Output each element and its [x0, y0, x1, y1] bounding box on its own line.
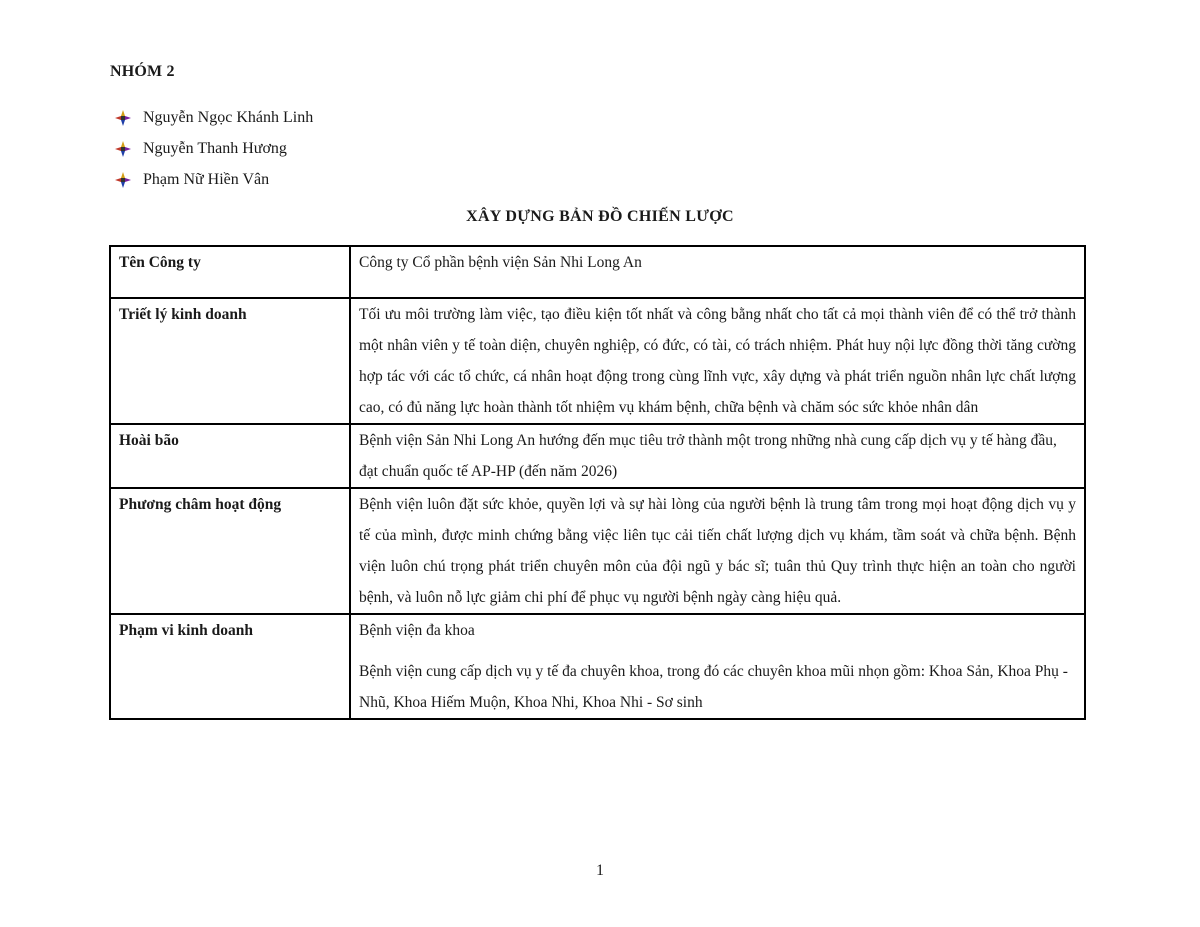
four-color-arrow-bullet-icon [114, 109, 132, 127]
member-list [114, 102, 313, 195]
member-name: Nguyễn Thanh Hương [143, 139, 287, 157]
page-number: 1 [596, 862, 604, 879]
group-title: NHÓM 2 [110, 63, 175, 80]
four-color-arrow-bullet-icon [114, 171, 132, 189]
document-title: XÂY DỰNG BẢN ĐỒ CHIẾN LƯỢC [466, 208, 734, 225]
member-item [114, 133, 313, 164]
row-content: Tối ưu môi trường làm việc, tạo điều kiện tốt nhất và công bằng nhất cho tất cả mọi thành viên để có thể trở thành một nhân viên y tế toàn diện, chuyên nghiệp, có đức, có tài, có trách nhiệm. Phát huy nội lực đồng thời tăng cường hợp tác với các tổ chức, cá nhân hoạt động trong cùng lĩnh vực, xây dựng và phát triển nguồn nhân lực chất lượng cao, có đủ năng lực hoàn thành tốt nhiệm vụ khám bệnh, chữa bệnh và chăm sóc sức khỏe nhân dân [350, 298, 1085, 424]
four-color-arrow-bullet-icon [114, 140, 132, 158]
strategy-table [109, 245, 1086, 720]
member-item [114, 164, 313, 195]
table-row-business-scope [110, 614, 1085, 719]
member-item [114, 102, 313, 133]
member-name: Phạm Nữ Hiền Vân [143, 170, 270, 188]
row-content: Bệnh viện Sản Nhi Long An hướng đến mục tiêu trở thành một trong những nhà cung cấp dịch vụ y tế hàng đầu, đạt chuẩn quốc tế AP-HP (đến năm 2026) [350, 424, 1085, 488]
member-name: Nguyễn Ngọc Khánh Linh [143, 108, 314, 126]
table-row-business-philosophy [110, 298, 1085, 424]
scope-summary: Bệnh viện đa khoa [359, 622, 475, 639]
row-content: Công ty Cổ phần bệnh viện Sản Nhi Long An [350, 246, 1085, 298]
row-label: Phạm vi kinh doanh [110, 614, 350, 719]
scope-description: Bệnh viện cung cấp dịch vụ y tế đa chuyên khoa, trong đó các chuyên khoa mũi nhọn gồm: Khoa Sản, Khoa Phụ - Nhũ, Khoa Hiếm Muộn, Khoa Nhi, Khoa Nhi - Sơ sinh [359, 663, 1068, 711]
row-content [350, 614, 1085, 719]
row-label: Phương châm hoạt động [110, 488, 350, 614]
table-row-operating-motto [110, 488, 1085, 614]
table-row-company-name [110, 246, 1085, 298]
row-content: Bệnh viện luôn đặt sức khỏe, quyền lợi và sự hài lòng của người bệnh là trung tâm trong mọi hoạt động dịch vụ y tế của mình, được minh chứng bằng việc liên tục cải tiến chất lượng dịch vụ khám, tầm soát và chữa bệnh. Bệnh viện luôn chú trọng phát triển chuyên môn của đội ngũ y bác sĩ; tuân thủ Quy trình thực hiện an toàn cho người bệnh, và luôn nỗ lực giảm chi phí để phục vụ người bệnh ngày càng hiệu quả. [350, 488, 1085, 614]
row-label: Hoài bão [110, 424, 350, 488]
table-row-vision [110, 424, 1085, 488]
row-label: Triết lý kinh doanh [110, 298, 350, 424]
row-label: Tên Công ty [110, 246, 350, 298]
